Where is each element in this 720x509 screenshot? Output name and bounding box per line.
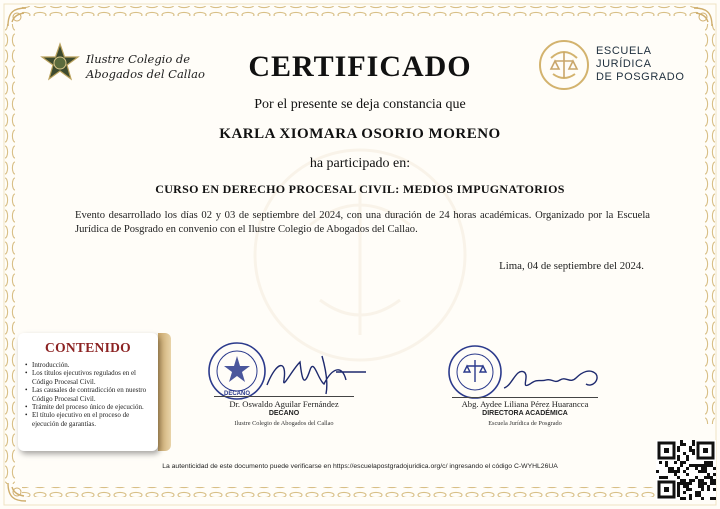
contents-item: • Introducción. [24,361,154,369]
event-description: Evento desarrollado los días 02 y 03 de septiembre del 2024, con una duración de 24 horas académicas. Organizado por la Escuela Jurídica de Posgrado en convenio con el Ilustre Colegio de Abogados del Callao. [75,210,650,235]
decano-institution: Ilustre Colegio de Abogados del Callao [234,420,334,427]
contents-item: • Las causales de contradicción en nuestro Código Procesal Civil. [24,386,154,403]
escuela-juridica-logo-icon [537,38,591,92]
escuela-name-line3: DE POSGRADO [596,71,685,83]
contents-box [18,333,158,451]
escuela-stamp-icon [446,343,504,401]
qr-code-icon[interactable] [656,440,716,500]
intro-text: Por el presente se deja constancia que [254,97,466,112]
contents-item: • El título ejecutivo en el proceso de ejecución de garantías. [24,411,154,428]
contents-item: • Los títulos ejecutivos regulados en el Código Procesal Civil. [24,369,154,386]
decano-stamp-icon [206,340,268,402]
contents-item: • Trámite del proceso único de ejecución. [24,403,154,411]
colegio-name-line2: Abogados del Callao [86,67,205,81]
directora-name: Abg. Aydee Liliana Pérez Huarancca [461,399,589,409]
participated-text: ha participado en: [309,156,411,171]
issue-date: Lima, 04 de septiembre del 2024. [499,260,644,272]
course-title: CURSO EN DERECHO PROCESAL CIVIL: MEDIOS IMPUGNATORIOS [155,182,565,196]
verification-text: La autenticidad de este documento puede verificarse en https://escuelapostgradojuridica.org/c/ ingresando el código C-WYHL26UA [162,463,558,470]
decano-signature-line [214,396,354,397]
contents-title: CONTENIDO [45,340,131,355]
decano-role: DECANO [268,410,300,417]
escuela-juridica-name [596,45,685,84]
escuela-name-line1: ESCUELA [596,45,652,57]
colegio-name-line1: Ilustre Colegio de [86,52,191,66]
contents-list [24,361,154,428]
certificate-title: CERTIFICADO [248,50,472,83]
stamp-label: DECANO [223,391,251,397]
directora-institution: Escuela Jurídica de Posgrado [488,420,562,427]
decano-signature-icon [262,350,372,400]
directora-signature-icon [500,358,610,398]
recipient-name: KARLA XIOMARA OSORIO MORENO [219,126,501,142]
contents-side-strip [158,333,171,451]
escuela-name-line2: JURÍDICA [596,58,652,70]
decano-name: Dr. Oswaldo Aguilar Fernández [229,399,339,409]
directora-role: DIRECTORA ACADÉMICA [482,410,568,417]
directora-signature-line [452,397,598,398]
